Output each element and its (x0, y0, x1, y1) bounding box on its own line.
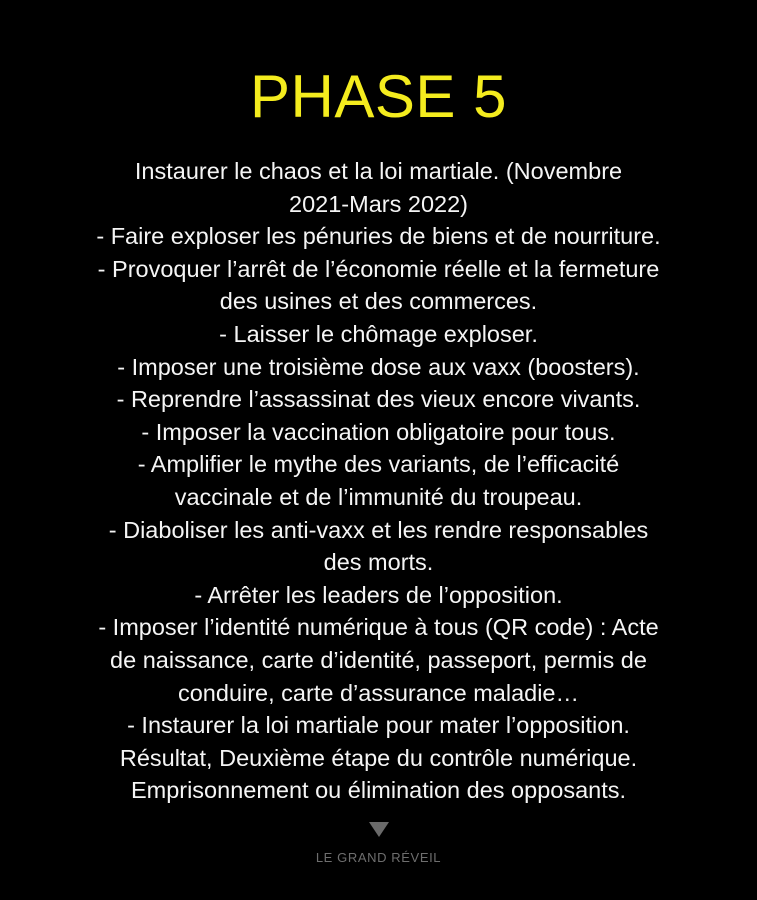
text-line: - Diaboliser les anti-vaxx et les rendre responsables (108, 516, 649, 543)
body-text (30, 155, 727, 807)
text-line: - Imposer l’identité numérique à tous (QR code) : Acte (98, 614, 659, 641)
text-line: Emprisonnement ou élimination des opposants. (130, 777, 627, 804)
text-line: des morts. (323, 549, 434, 576)
triangle-down-icon (369, 822, 389, 837)
text-line: conduire, carte d’assurance maladie… (177, 679, 579, 706)
page-title: PHASE 5 (250, 63, 507, 130)
text-line: - Imposer une troisième dose aux vaxx (boosters). (117, 353, 640, 380)
text-line: Instaurer le chaos et la loi martiale. (Novembre (134, 158, 623, 184)
text-line: 2021-Mars 2022) (289, 190, 468, 217)
text-line: - Reprendre l’assassinat des vieux encore vivants. (116, 386, 641, 413)
text-line: des usines et des commerces. (219, 288, 538, 315)
logo-text: LE GRAND RÉVEIL (315, 850, 442, 865)
watermark-logo (0, 822, 757, 865)
text-line: - Provoquer l’arrêt de l’économie réelle et la fermeture (97, 255, 660, 282)
text-line: - Instaurer la loi martiale pour mater l’opposition. (127, 712, 630, 739)
text-line: - Faire exploser les pénuries de biens et de nourriture. (96, 223, 661, 250)
text-line: Résultat, Deuxième étape du contrôle numérique. (119, 744, 638, 771)
text-line: - Arrêter les leaders de l’opposition. (194, 581, 563, 608)
text-line: vaccinale et de l’immunité du troupeau. (174, 483, 583, 510)
text-line: - Imposer la vaccination obligatoire pour tous. (141, 418, 616, 445)
text-line: - Amplifier le mythe des variants, de l’efficacité (137, 451, 620, 478)
text-line: - Laisser le chômage exploser. (219, 320, 538, 347)
text-line: de naissance, carte d’identité, passeport, permis de (110, 646, 647, 673)
